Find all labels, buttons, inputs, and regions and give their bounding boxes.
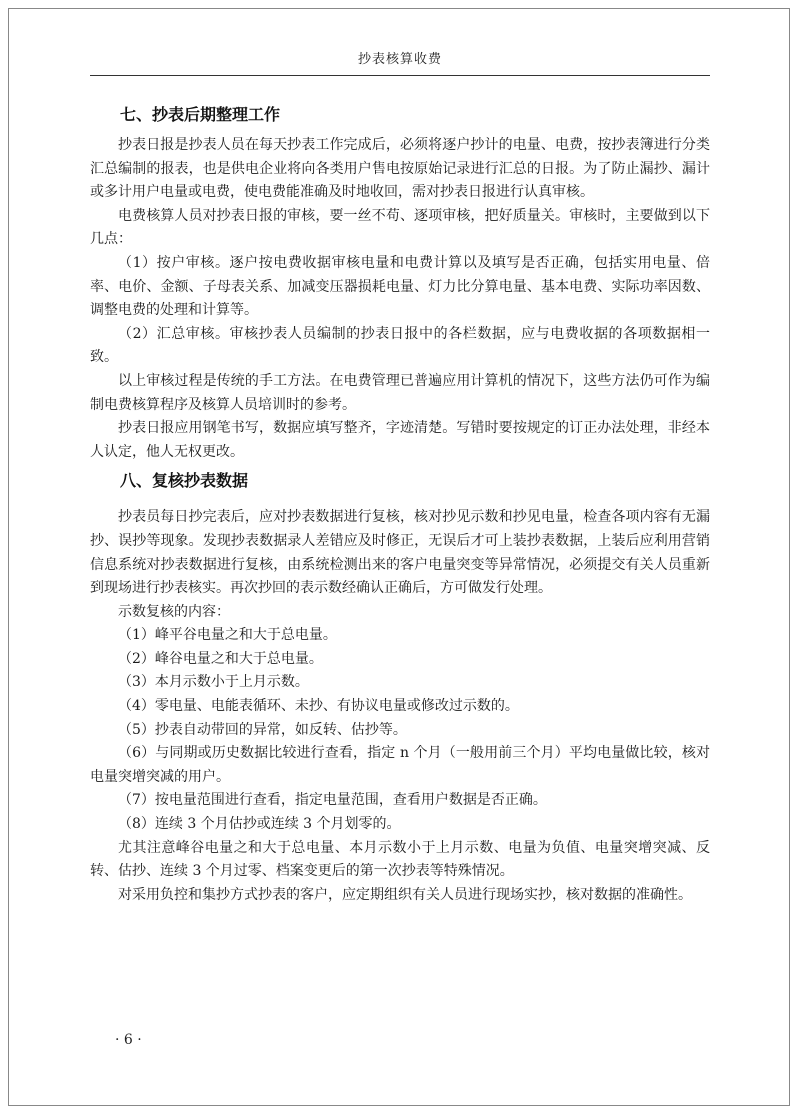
paragraph: 抄表日报是抄表人员在每天抄表工作完成后，必须将逐户抄计的电量、电费，按抄表簿进行分类汇总编制的报表，也是供电企业将向各类用户售电按原始记录进行汇总的日报。为了防止漏抄、漏计或多计用户电量或电费，使电费能准确及时地收回，需对抄表日报进行认真审核。	[90, 137, 710, 201]
paragraph: 电费核算人员对抄表日报的审核，要一丝不苟、逐项审核，把好质量关。审核时，主要做到以下几点：	[90, 207, 710, 248]
paragraph: 尤其注意峰谷电量之和大于总电量、本月示数小于上月示数、电量为负值、电量突增突减、反转、估抄、连续 3 个月过零、档案变更后的第一次抄表等特殊情况。	[90, 839, 710, 880]
list-item: （3）本月示数小于上月示数。	[118, 674, 309, 691]
list-item: （5）抄表自动带回的异常，如反转、估抄等。	[118, 721, 407, 738]
paragraph: 抄表日报应用钢笔书写，数据应填写整齐，字迹清楚。写错时要按规定的订正办法处理，非经本人认定，他人无权更改。	[90, 420, 710, 460]
page-number: · 6 ·	[115, 1032, 142, 1048]
paragraph: 抄表员每日抄完表后，应对抄表数据进行复核，核对抄见示数和抄见电量，检查各项内容有无漏抄、误抄等现象。发现抄表数据录人差错应及时修正，无误后才可上装抄表数据，上装后应利用营销信息系统对抄表数据进行复核，由系统检测出来的客户电量突变等异常情况，必须提交有关人员重新到现场进行抄表核实。再次抄回的表示数经确认正确后，方可做发行处理。	[90, 509, 710, 597]
page-body	[90, 100, 710, 907]
paragraph: 示数复核的内容：	[118, 603, 230, 620]
list-item: （1）峰平谷电量之和大于总电量。	[118, 627, 337, 644]
paragraph: （1）按户审核。逐户按电费收据审核电量和电费计算以及填写是否正确，包括实用电量、倍率、电价、金额、子母表关系、加减变压器损耗电量、灯力比分算电量、基本电费、实际功率因数、调整电费的处理和计算等。	[90, 254, 710, 319]
header-rule	[90, 75, 710, 76]
running-header: 抄表核算收费	[357, 52, 442, 67]
paragraph: （2）汇总审核。审核抄表人员编制的抄表日报中的各栏数据，应与电费收据的各项数据相一致。	[90, 325, 710, 366]
list-item: （8）连续 3 个月估抄或连续 3 个月划零的。	[118, 816, 401, 833]
section-heading-7: 七、抄表后期整理工作	[120, 105, 281, 124]
list-item: （4）零电量、电能表循环、未抄、有协议电量或修改过示数的。	[118, 698, 519, 715]
paragraph: 对采用负控和集抄方式抄表的客户，应定期组织有关人员进行现场实抄，核对数据的准确性。	[118, 886, 692, 903]
paragraph: 以上审核过程是传统的手工方法。在电费管理已普遍应用计算机的情况下，这些方法仍可作为编制电费核算程序及核算人员培训时的参考。	[90, 372, 710, 413]
list-item: （2）峰谷电量之和大于总电量。	[118, 650, 323, 667]
section-heading-8: 八、复核抄表数据	[120, 471, 249, 491]
list-item: （7）按电量范围进行查看，指定电量范围，查看用户数据是否正确。	[118, 792, 547, 809]
list-item: （6）与同期或历史数据比较进行查看，指定 n 个月（一般用前三个月）平均电量做比较，核对电量突增突减的用户。	[90, 745, 710, 785]
